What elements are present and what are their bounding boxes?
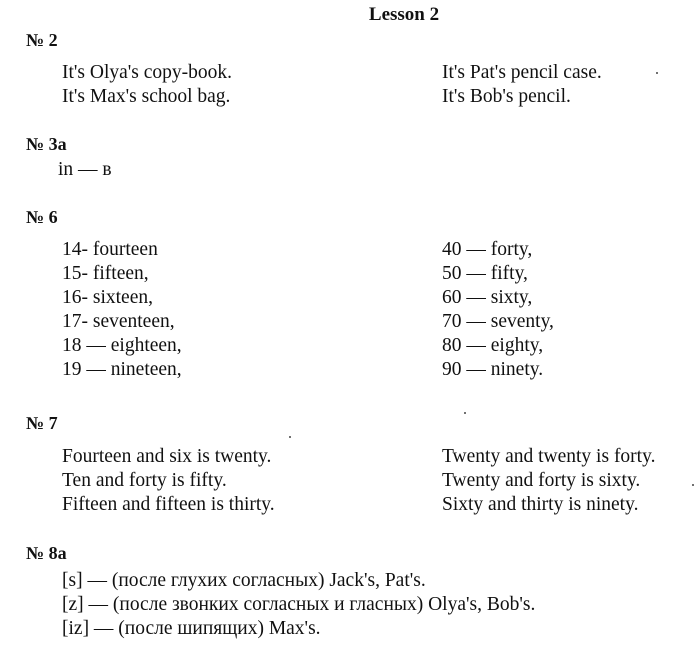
number-word: 17- seventeen,: [62, 311, 175, 332]
sentence: It's Bob's pencil.: [442, 86, 571, 107]
exercise-8a-heading: № 8a: [26, 543, 67, 563]
number-word: 19 — nineteen,: [62, 359, 182, 380]
exercise-2-heading: № 2: [26, 30, 58, 50]
number-word: 70 — seventy,: [442, 311, 554, 332]
lesson-title: Lesson 2: [368, 4, 440, 25]
exercise-3a-line: in — в: [58, 159, 112, 180]
exercise-2-right-column: [442, 61, 602, 109]
phonetic-rule: [z] — (после звонких согласных и гласных) Olya's, Bob's.: [62, 594, 536, 615]
number-word: 15- fifteen,: [62, 263, 149, 284]
exercise-7-left-column: [62, 445, 275, 517]
exercise-6-heading: № 6: [26, 207, 58, 227]
sentence: Twenty and forty is sixty.: [442, 470, 641, 491]
phonetic-rule: [iz] — (после шипящих) Max's.: [62, 618, 321, 639]
number-word: 14- fourteen: [62, 239, 158, 260]
number-word: 18 — eighteen,: [62, 335, 182, 356]
scan-speck: [692, 484, 694, 486]
phonetic-rule: [s] — (после глухих согласных) Jack's, Pat's.: [62, 570, 426, 591]
exercise-3a-heading: № 3a: [26, 134, 67, 154]
number-word: 80 — eighty,: [442, 335, 544, 356]
number-word: 90 — ninety.: [442, 359, 544, 380]
scan-speck: [656, 72, 658, 74]
sentence: Twenty and twenty is forty.: [442, 446, 656, 467]
exercise-2-left-column: [62, 61, 232, 109]
sentence: It's Olya's copy-book.: [62, 62, 233, 83]
sentence: Sixty and thirty is ninety.: [442, 494, 639, 515]
sentence: It's Pat's pencil case.: [442, 62, 602, 83]
number-word: 50 — fifty,: [442, 263, 528, 284]
sentence: Fifteen and fifteen is thirty.: [62, 494, 275, 515]
sentence: Fourteen and six is twenty.: [62, 446, 272, 467]
scan-speck: [289, 436, 291, 438]
scan-speck: [464, 412, 466, 414]
sentence: Ten and forty is fifty.: [62, 470, 227, 491]
number-word: 16- sixteen,: [62, 287, 153, 308]
sentence: It's Max's school bag.: [62, 86, 231, 107]
exercise-6-right-column: [442, 238, 554, 382]
number-word: 60 — sixty,: [442, 287, 533, 308]
exercise-7-right-column: [442, 445, 655, 517]
exercise-8a-lines: [62, 569, 535, 641]
number-word: 40 — forty,: [442, 239, 533, 260]
exercise-7-heading: № 7: [26, 413, 58, 433]
exercise-6-left-column: [62, 238, 182, 382]
